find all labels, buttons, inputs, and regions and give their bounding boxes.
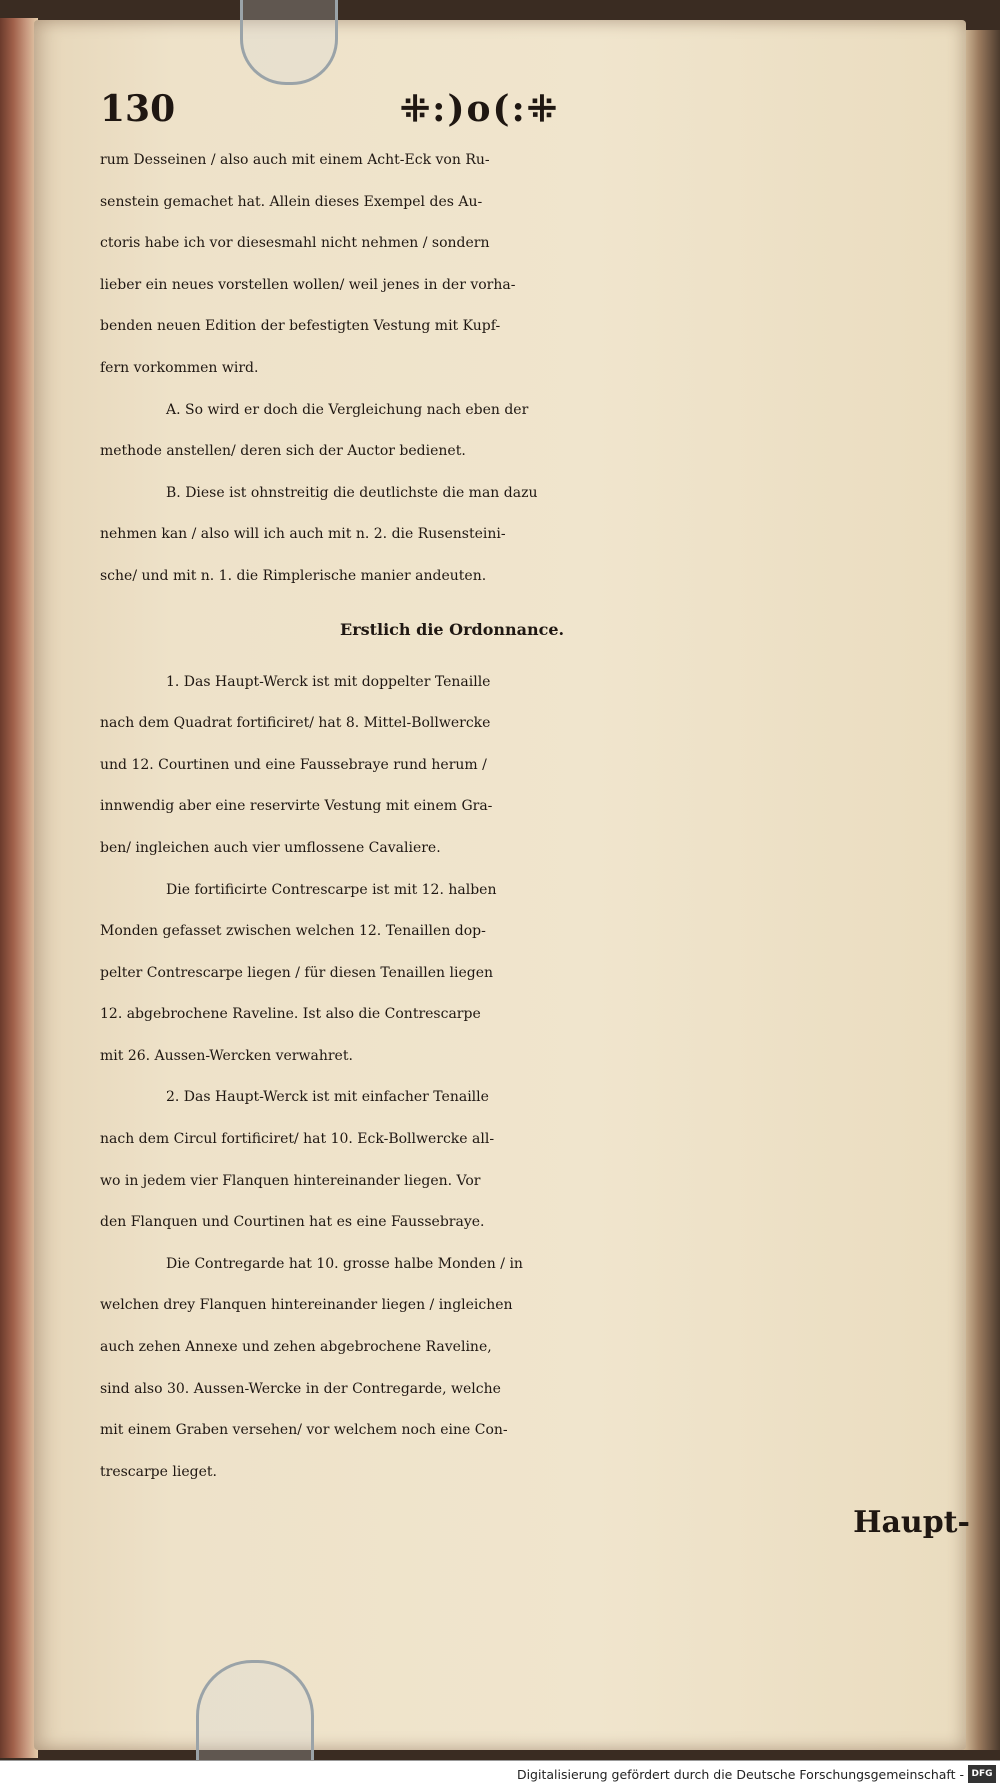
- book-edge-left: [0, 18, 38, 1758]
- text-line: fern vorkommen wird.: [100, 359, 259, 376]
- header-ornament: ⁜:)o(:⁜: [400, 88, 559, 130]
- text-line: 12. abgebrochene Raveline. Ist also die Contrescarpe: [100, 1006, 481, 1023]
- page-text: [100, 140, 970, 1553]
- funding-credit: Digitalisierung gefördert durch die Deutsche Forschungsgemeinschaft -: [516, 1767, 964, 1782]
- digitization-footer: [0, 1760, 1000, 1790]
- page-clip-top: [240, 0, 338, 85]
- text-line: nach dem Circul fortificiret/ hat 10. Eck-Bollwercke all-: [100, 1131, 495, 1148]
- text-line: Die fortificirte Contrescarpe ist mit 12. halben: [166, 881, 497, 898]
- text-line: wo in jedem vier Flanquen hintereinander liegen. Vor: [100, 1172, 481, 1189]
- text-line: methode anstellen/ deren sich der Auctor bedienet.: [100, 443, 466, 460]
- text-line: sche/ und mit n. 1. die Rimplerische manier andeuten.: [100, 567, 487, 584]
- text-line: nach dem Quadrat fortificiret/ hat 8. Mittel-Bollwercke: [100, 715, 491, 732]
- text-line: ctoris habe ich vor diesesmahl nicht nehmen / sondern: [100, 235, 490, 252]
- text-line: den Flanquen und Courtinen hat es eine Faussebraye.: [100, 1214, 485, 1231]
- text-line: auch zehen Annexe und zehen abgebrochene Raveline,: [100, 1339, 492, 1356]
- text-line: 1. Das Haupt-Werck ist mit doppelter Tenaille: [166, 673, 491, 690]
- dfg-logo: DFG: [968, 1765, 996, 1783]
- text-line: Die Contregarde hat 10. grosse halbe Monden / in: [166, 1255, 523, 1272]
- text-line: A. So wird er doch die Vergleichung nach eben der: [166, 401, 529, 418]
- text-line: 2. Das Haupt-Werck ist mit einfacher Tenaille: [166, 1089, 489, 1106]
- text-line: pelter Contrescarpe liegen / für diesen Tenaillen liegen: [100, 964, 494, 981]
- text-line: Monden gefasset zwischen welchen 12. Tenaillen dop-: [100, 923, 486, 940]
- text-line: mit 26. Aussen-Wercken verwahret.: [100, 1047, 353, 1064]
- text-line: B. Diese ist ohnstreitig die deutlichste die man dazu: [166, 484, 538, 501]
- catchword: Haupt-: [853, 1505, 970, 1541]
- text-line: trescarpe lieget.: [100, 1463, 217, 1480]
- text-line: senstein gemachet hat. Allein dieses Exempel des Au-: [100, 193, 483, 210]
- page-number: 130: [100, 88, 176, 130]
- text-line: ben/ ingleichen auch vier umflossene Cavaliere.: [100, 839, 441, 856]
- text-line: nehmen kan / also will ich auch mit n. 2. die Rusensteini-: [100, 526, 506, 543]
- text-line: welchen drey Flanquen hintereinander liegen / ingleichen: [100, 1297, 513, 1314]
- text-line: lieber ein neues vorstellen wollen/ weil jenes in der vorha-: [100, 276, 516, 293]
- text-line: und 12. Courtinen und eine Faussebraye rund herum /: [100, 756, 487, 773]
- page-header: [100, 88, 900, 134]
- section-heading: Erstlich die Ordonnance.: [340, 619, 565, 639]
- text-line: innwendig aber eine reservirte Vestung mit einem Gra-: [100, 798, 493, 815]
- text-line: sind also 30. Aussen-Wercke in der Contregarde, welche: [100, 1380, 501, 1397]
- page-clip-bottom: [196, 1660, 314, 1763]
- text-line: benden neuen Edition der befestigten Vestung mit Kupf-: [100, 318, 501, 335]
- text-line: mit einem Graben versehen/ vor welchem noch eine Con-: [100, 1422, 508, 1439]
- text-line: rum Desseinen / also auch mit einem Acht-Eck von Ru-: [100, 152, 490, 168]
